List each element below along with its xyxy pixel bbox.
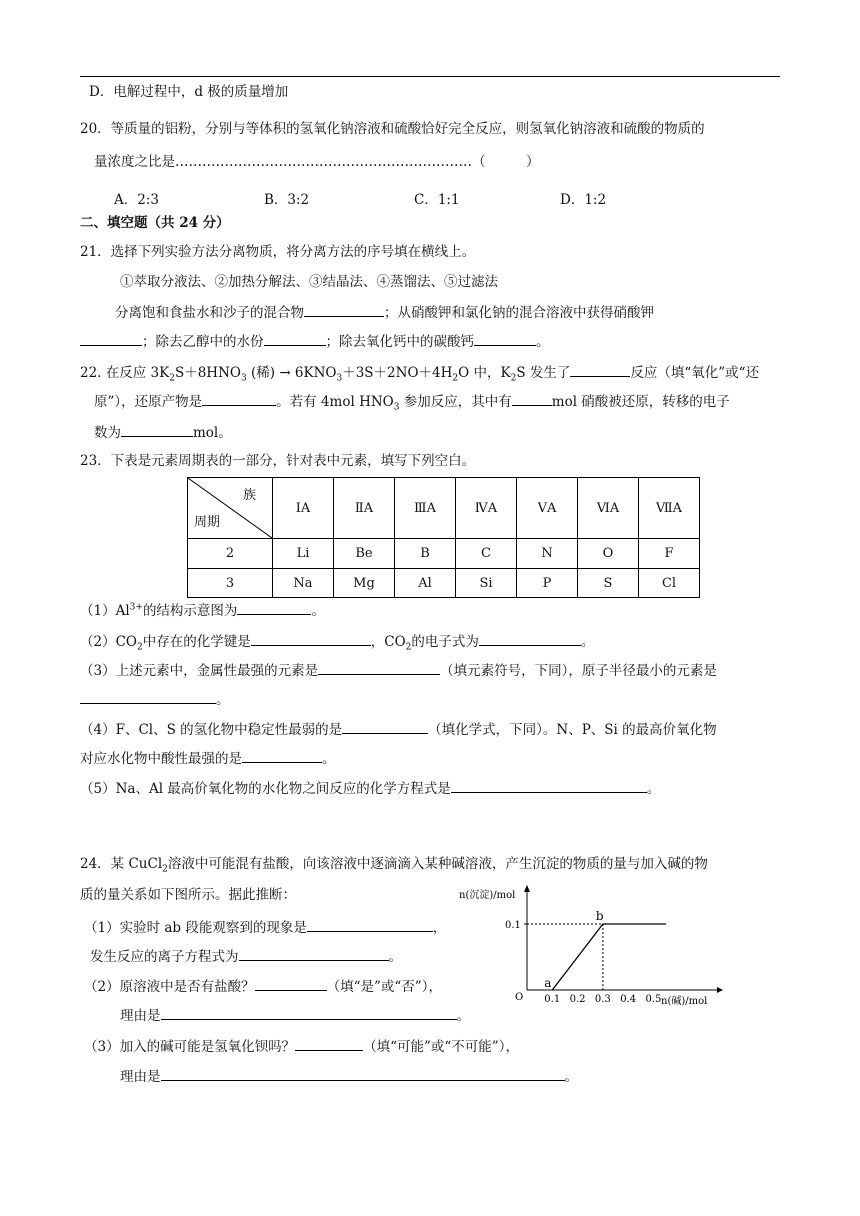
q21-blank-1[interactable] [304,302,384,317]
q22-blank-1[interactable] [570,362,630,377]
q23-t: （5）Na、Al 最高价氧化物的水化物之间反应的化学方程式是 [80,781,451,797]
q21-text-c: ；除去乙醇中的水份 [142,334,264,350]
q23-t: （填元素符号，下同），原子半径最小的元素是 [440,663,717,679]
q23-sub: 2 [137,642,143,653]
q22-t13: mol。 [193,425,232,441]
q22-blank-3[interactable] [512,391,552,406]
header-group-label: 族 [242,488,256,503]
q23-t: （3）上述元素中，金属性最强的元素是 [80,663,319,679]
q23-blank-4[interactable] [318,660,440,675]
origin-label: O [515,992,524,1003]
element-cell: Li [273,539,334,569]
q21-text-b: ；从硝酸钾和氯化钠的混合溶液中获得硝酸钾 [384,305,654,321]
q22-t5: O 中，K [458,365,511,381]
q23-t: 的结构示意图为 [142,603,238,619]
q24-t: 。 [564,1069,578,1085]
group-header: ⅢA [395,478,456,539]
q23-part2 [80,631,594,651]
q23-part3 [80,660,717,680]
element-cell: Cl [639,569,700,598]
element-cell: N [517,539,578,569]
q23-t: 。 [216,692,230,708]
q24-blank-3[interactable] [255,976,327,991]
q23-t: ，CO [370,634,406,650]
q22-t11: mol 硝酸被还原，转移的电子 [551,394,730,410]
q23-blank-7[interactable] [242,748,322,763]
element-cell: Na [273,569,334,598]
element-cell: F [639,539,700,569]
q24-line2: 质的量关系如下图所示。据此推断： [80,887,296,903]
element-cell: Al [395,569,456,598]
series-line [552,924,666,990]
element-cell: Mg [334,569,395,598]
q24-line1 [80,855,708,873]
q22-t6: S 发生了 [516,365,571,381]
q20-choice-b: B．3:2 [264,192,310,208]
q23-part4 [80,719,717,739]
q23-t: （2）CO [80,634,137,650]
q24-blank-1[interactable] [307,917,433,932]
q24-part2 [84,976,442,996]
q23-t: 。 [646,781,661,797]
q24-blank-2[interactable] [239,946,389,961]
group-header: ⅤA [517,478,578,539]
header-period-label: 周期 [194,515,221,530]
element-cell: P [517,569,578,598]
x-axis-label: n(碱)/mol [661,996,708,1007]
q24-t: 理由是 [120,1008,161,1024]
period-cell: 3 [188,569,273,598]
q22-sub: 3 [336,373,343,384]
q22-t8: 原”），还原产物是 [94,394,203,410]
q22-t10: 参加反应，其中有 [399,394,512,410]
q23-t: （填化学式，下同）。N、P、Si 的最高价氧化物 [428,722,717,738]
q24-t: 。 [456,1008,470,1024]
q24-part3-cont [120,1066,578,1086]
q21-blank-3[interactable] [264,331,326,346]
element-cell: Si [456,569,517,598]
q22-sub: 3 [393,402,400,413]
point-label-b: b [595,909,604,923]
q23-t: 对应水化物中酸性最强的是 [80,751,242,767]
table-corner-cell [188,478,273,539]
group-header: ⅣA [456,478,517,539]
q23-part4-cont [80,748,336,768]
q23-part5 [80,778,660,798]
q23-t: 的电子式为 [411,634,479,650]
q20-choice-d: D．1:2 [560,192,607,208]
q22-t7: 反应（填“氧化”或“还 [630,365,760,381]
q22-line2 [94,391,730,411]
q24-t: （填“可能”或“不可能”）， [363,1039,519,1055]
q23-t: 。 [322,751,336,767]
q24-t: （3）加入的碱可能是氢氧化钡吗？ [84,1039,296,1055]
q24-t: 理由是 [120,1069,161,1085]
q22-blank-2[interactable] [202,391,276,406]
q24-t: 溶液中可能混有盐酸，向该溶液中逐滴滴入某种碱溶液，产生沉淀的物质的量与加入碱的物 [167,856,708,872]
q20-line2: 量浓度之比是…………………………………………………………（ ） [94,154,540,170]
q22-t3: (稀) → 6KNO [246,365,337,381]
q22-t12: 数为 [94,425,121,441]
q22-line1 [80,362,759,382]
element-cell: Be [334,539,395,569]
q24-part1 [84,917,446,937]
q23-blank-2[interactable] [251,631,371,646]
q22-t9: 。若有 4mol HNO [276,394,394,410]
element-cell: B [395,539,456,569]
q21-methods: ①萃取分液法、②加热分解法、③结晶法、④蒸馏法、⑤过滤法 [120,274,498,290]
q24-part1-cont [90,946,402,966]
x-tick-label: 0.2 [569,994,586,1005]
q24-sub: 2 [162,864,168,875]
q20-choice-a: A．2:3 [114,192,159,208]
q24-blank-6[interactable] [161,1066,565,1081]
q24-t: （填“是”或“否”）， [326,979,442,995]
q21-line1: 21．选择下列实验方法分离物质，将分离方法的序号填在横线上。 [80,244,476,260]
q23-part3-cont [80,689,230,709]
q23-part1 [80,600,325,620]
q21-line3 [115,302,654,322]
point-label-a: a [544,976,552,990]
q22-t2: S＋8HNO [174,365,241,381]
period-cell: 2 [188,539,273,569]
precipitate-chart [455,880,735,1010]
x-tick-label: 0.5 [645,994,662,1005]
y-axis-label: n(沉淀)/mol [459,890,516,901]
section-heading: 二、填空题（共 24 分） [80,215,230,231]
q22-blank-4[interactable] [121,422,193,437]
q23-t: （4）F、Cl、S 的氢化物中稳定性最弱的是 [80,722,343,738]
periodic-table [187,477,700,598]
q24-part2-cont [120,1005,470,1025]
q24-blank-5[interactable] [295,1036,363,1051]
q23-t: 。 [580,634,595,650]
table-row [188,569,700,598]
q24-t: 。 [388,949,402,965]
header-rule [80,76,780,77]
q23-blank-6[interactable] [342,719,428,734]
q23-t: 中存在的化学键是 [142,634,251,650]
q24-t: （2）原溶液中是否有盐酸？ [84,979,255,995]
q24-t: 发生反应的离子方程式为 [90,949,239,965]
group-header: ⅡA [334,478,395,539]
q22-t4: ＋3S＋2NO＋4H [342,365,453,381]
q21-blank-2[interactable] [80,331,142,346]
q23-t: 。 [311,603,325,619]
q23-sub: 2 [405,642,412,653]
q24-t: ， [432,920,447,936]
q23-sup: 3+ [129,602,143,613]
q21-text-a: 分离饱和食盐水和沙子的混合物 [115,305,304,321]
q23-blank-1[interactable] [237,600,311,615]
element-cell: C [456,539,517,569]
x-tick-label: 0.4 [620,994,637,1005]
x-tick-label: 0.1 [544,994,561,1005]
q24-part3 [84,1036,519,1056]
q21-line4 [80,331,550,351]
table-row [188,539,700,569]
q22-line3 [94,422,232,442]
x-tick-label: 0.3 [594,994,611,1005]
element-cell: S [578,569,639,598]
group-header: ⅥA [578,478,639,539]
q21-blank-4[interactable] [474,331,536,346]
option-d-text: D．电解过程中，d 极的质量增加 [89,84,289,100]
q24-blank-4[interactable] [161,1005,457,1020]
q22-sub: 3 [240,373,247,384]
q23-blank-3[interactable] [479,631,581,646]
q23-blank-8[interactable] [451,778,647,793]
element-cell: O [578,539,639,569]
q22-sub: 2 [169,373,175,384]
q21-text-d: ；除去氧化钙中的碳酸钙 [325,334,474,350]
y-axis-arrow [524,885,530,892]
x-axis-arrow [717,987,723,993]
q23-blank-5[interactable] [80,689,216,704]
y-tick-label: 0.1 [505,920,521,931]
q20-line1: 20．等质量的铝粉，分别与等体积的氢氧化钠溶液和硫酸恰好完全反应，则氢氧化钠溶液和硫酸的物质的 [80,121,705,137]
q22-t1: 22. 在反应 3K [80,365,170,381]
group-header: ⅠA [273,478,334,539]
q24-t: 24．某 CuCl [80,856,163,872]
q24-t: （1）实验时 ab 段能观察到的现象是 [84,920,307,936]
q22-sub: 2 [452,373,459,384]
q22-sub: 2 [510,373,517,384]
group-header: ⅦA [639,478,700,539]
q21-text-e: 。 [536,334,550,350]
q23-line1: 23．下表是元素周期表的一部分，针对表中元素，填写下列空白。 [80,453,476,469]
q23-t: （1）Al [80,603,130,619]
q20-choice-c: C．1:1 [414,192,460,208]
